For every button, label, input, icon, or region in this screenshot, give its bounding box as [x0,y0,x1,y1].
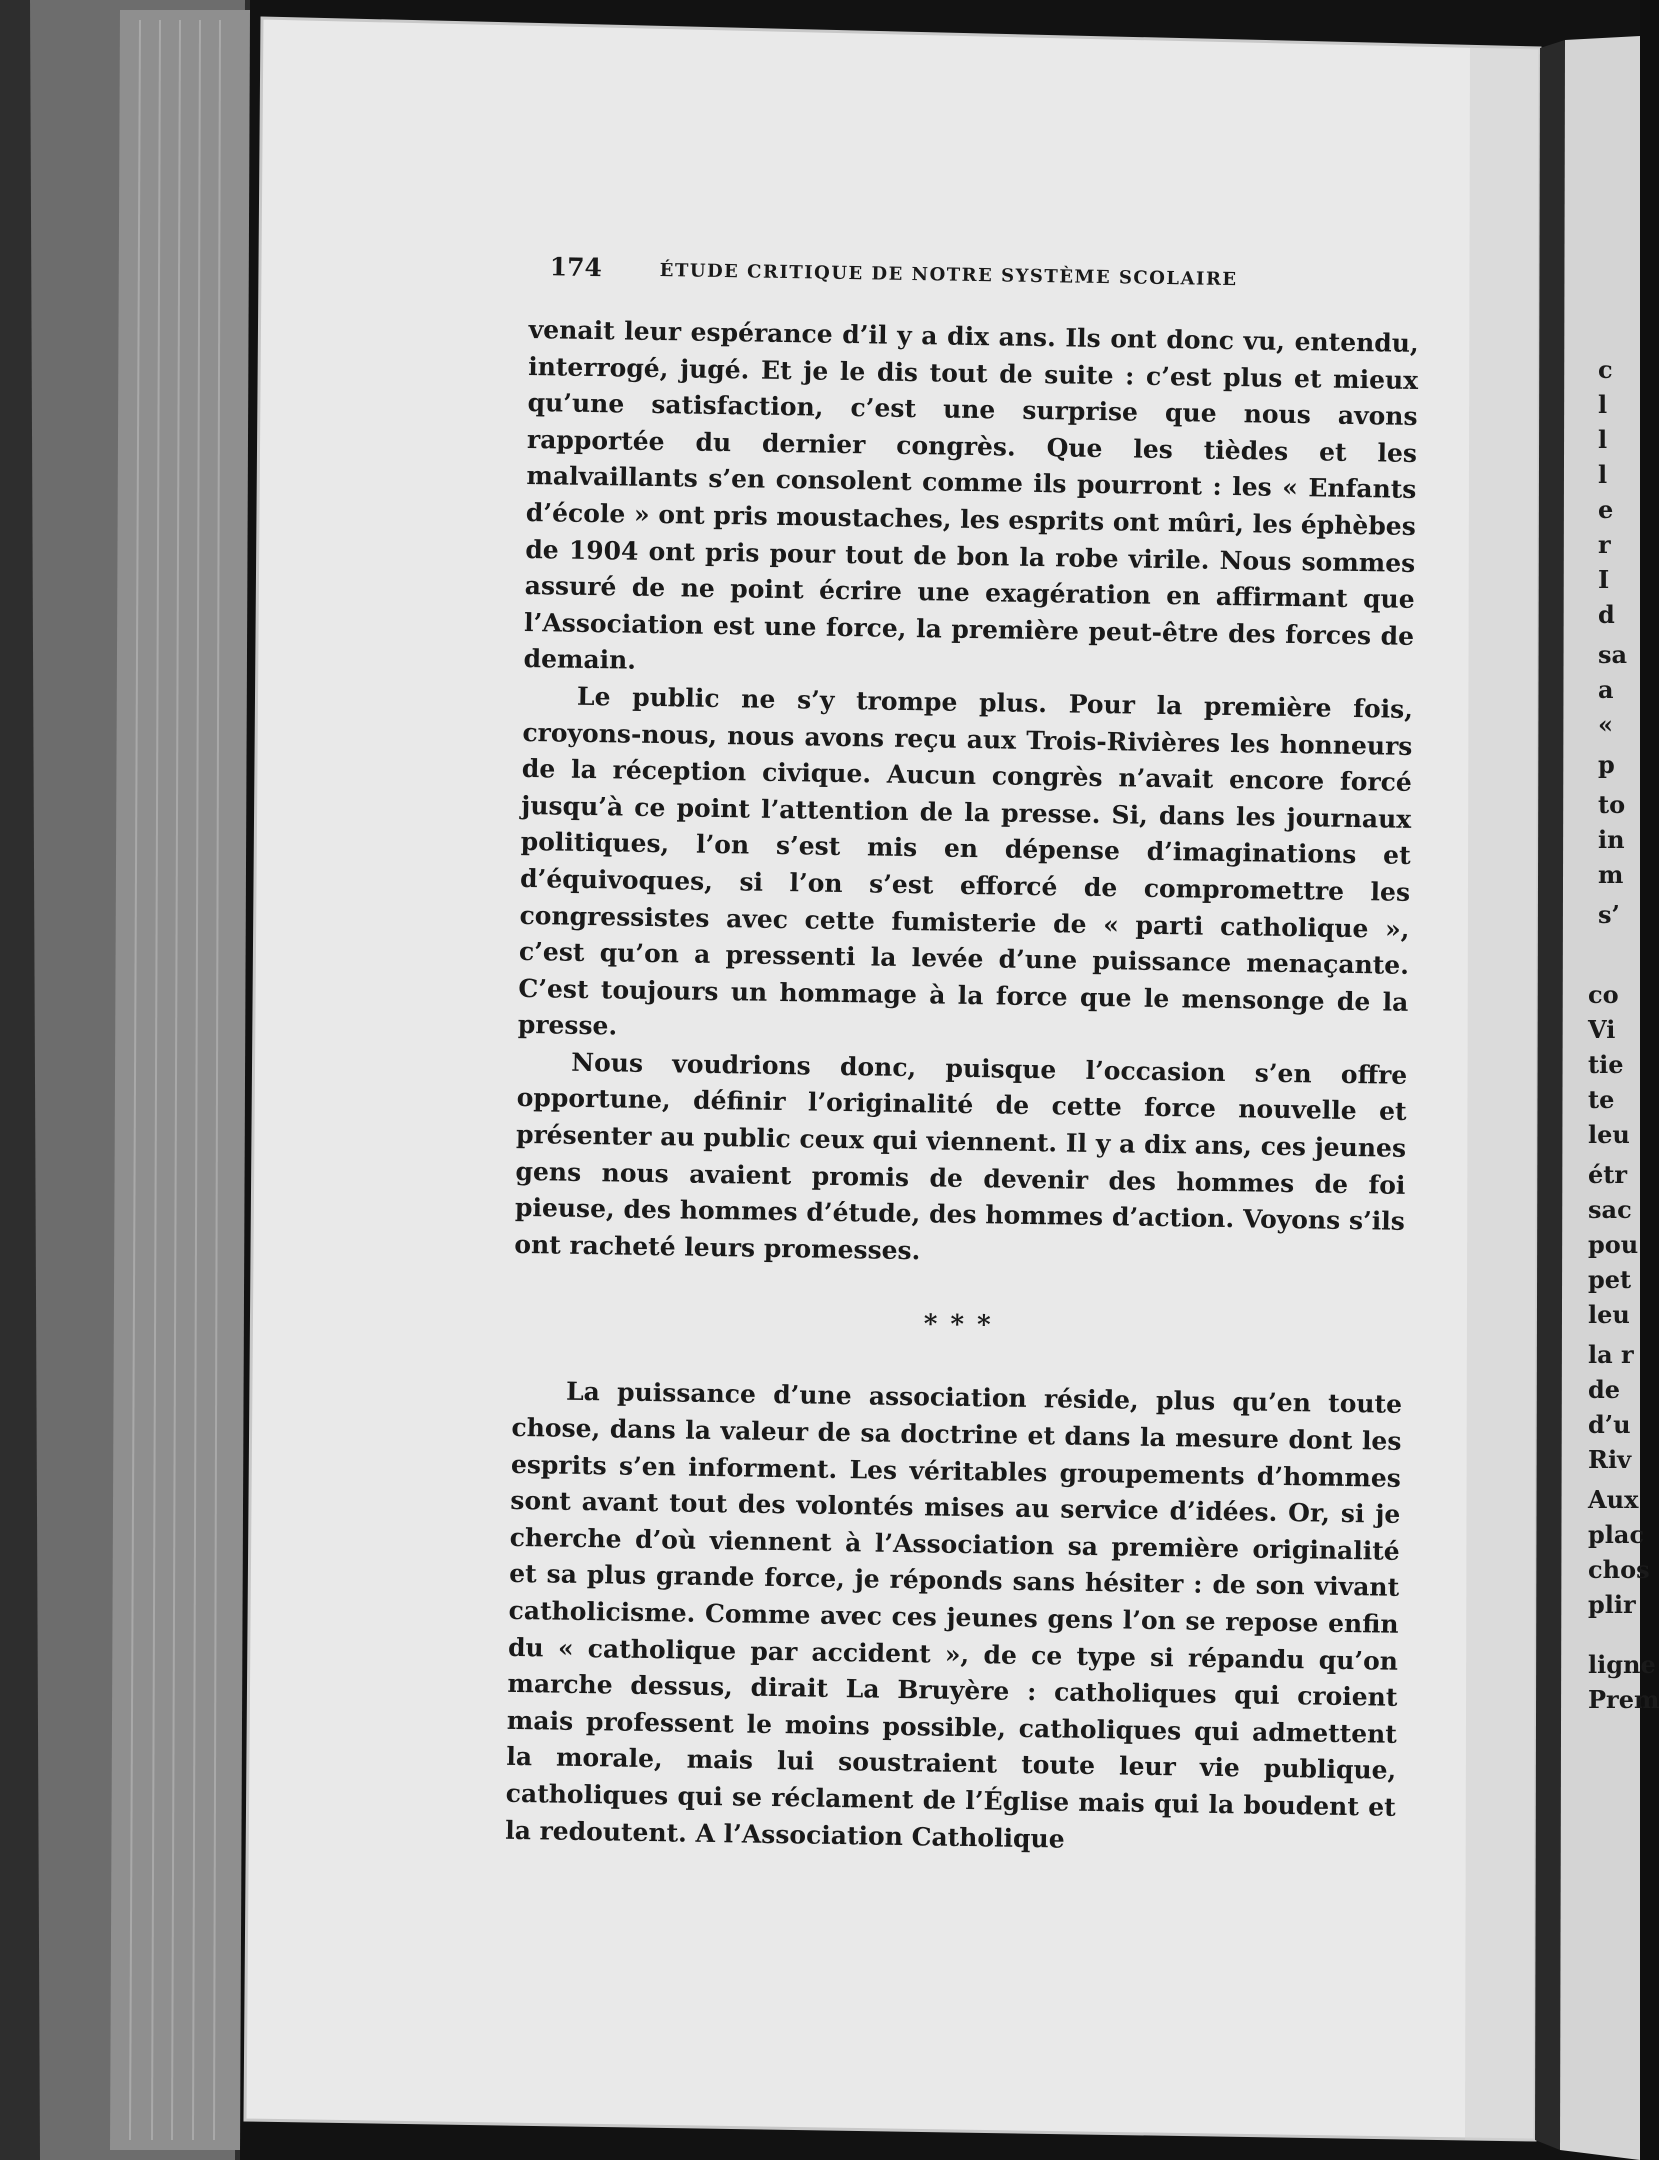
paragraph: venait leur espérance d’il y a dix ans. Ils ont donc vu, entendu, interrogé, jugé. Et je le dis tout de suite : c’est plus et mieux qu’une satisfaction, c’est une surprise que nous avons rapportée du dernier congrès. Que les tièdes et les malvaillants s’en consolent comme ils pourront : les « Enfants d’école » ont pris moustaches, les esprits ont mûri, les éphèbes de 1904 ont pris pour tout de bon la robe virile. Nous sommes assuré de ne point écrire une exagération en affirmant que l’Association est une force, la première peut-être des forces de demain. [523,314,1419,676]
facing-page-fragment: p [1598,750,1615,779]
page-text-block [505,252,1420,1863]
facing-page-edge [1588,0,1659,2160]
facing-page-fragment: Prem [1588,1685,1659,1714]
facing-page-fragment: plir [1588,1590,1636,1619]
facing-page-fragment: te [1588,1085,1615,1114]
facing-page-fragment: Aux [1588,1485,1639,1514]
facing-page-fragment: r [1598,530,1611,559]
facing-page-fragment: chos [1588,1555,1650,1584]
facing-page-fragment: e [1598,495,1614,524]
page-number: 174 [549,252,603,283]
facing-page-fragment: in [1598,825,1625,854]
facing-page-fragment: la r [1588,1340,1634,1369]
facing-page-fragment: co [1588,980,1619,1009]
facing-page-fragment: sa [1598,640,1628,669]
paragraph: Nous voudrions donc, puisque l’occasion s’en offre opportune, définir l’originalité de cette force nouvelle et présenter au public ceux qui viennent. Il y a dix ans, ces jeunes gens nous avaient promis de devenir des hommes de foi pieuse, des hommes d’étude, des hommes d’action. Voyons s’ils ont racheté leurs promesses. [514,1047,1408,1266]
facing-page-fragment: de [1588,1375,1621,1404]
facing-page-fragment: I [1598,565,1610,594]
paragraph: Le public ne s’y trompe plus. Pour la première fois, croyons-nous, nous avons reçu aux Trois-Rivières les honneurs de la réception civique. Aucun congrès n’avait encore forcé jusqu’à ce point l’attention de la presse. Si, dans les journaux politiques, l’on s’est mis en dépense d’imaginations et d’équivoques, si l’on s’est efforcé de compromettre les congressistes avec cette fumisterie de « parti catholique », c’est qu’on a pressenti la levée d’une puissance menaçante. C’est toujours un hommage à la force que le mensonge de la presse. [517,681,1414,1041]
facing-page-fragment: l [1598,390,1608,419]
facing-page-fragment: to [1598,790,1626,819]
facing-page-fragment: a [1598,675,1614,704]
facing-page-fragment: pet [1588,1265,1632,1294]
facing-page-fragment: tie [1588,1050,1624,1079]
facing-page-fragment: sac [1588,1195,1632,1224]
facing-page-fragment: « [1598,710,1613,739]
facing-page-fragment: l [1598,425,1608,454]
running-head: ÉTUDE CRITIQUE DE NOTRE SYSTÈME SCOLAIRE [659,260,1238,291]
facing-page-fragment: leu [1588,1120,1630,1149]
facing-page-fragment: d [1598,600,1615,629]
paragraph: La puissance d’une association réside, plus qu’en toute chose, dans la valeur de sa doctrine et dans la mesure dont les esprits s’en informent. Les véritables groupements d’hommes sont avant tout des volontés mises au service d’idées. Or, si je cherche d’où viennent à l’Association sa première originalité et sa plus grande force, je réponds sans hésiter : de son vivant catholicisme. Comme avec ces jeunes gens l’on se repose enfin du « catholique par accident », de ce type si répandu qu’on marche dessus, dirait La Bruyère : catholiques qui croient mais professent le moins possible, catholiques qui admettent la morale, mais lui soustraient toute leur vie publique, catholiques qui se réclament de l’Église mais qui la boudent et la redoutent. A l’Association Catholique [504,1377,1403,1854]
facing-page-fragment: d’u [1588,1410,1631,1439]
facing-page-fragment: étr [1588,1160,1627,1189]
facing-page-fragment: plac [1588,1520,1645,1549]
facing-page-fragment: ligne [1588,1650,1656,1679]
facing-page-fragment: pou [1588,1230,1639,1259]
facing-page-fragment: l [1598,460,1608,489]
facing-page-fragment: leu [1588,1300,1630,1329]
section-asterism: * * * [923,1309,993,1341]
facing-page-fragment: c [1598,355,1613,384]
facing-page-fragment: Vi [1588,1015,1616,1044]
facing-page-fragment: Riv [1588,1445,1632,1474]
facing-page-fragment: s’ [1598,900,1620,929]
facing-page-fragment: m [1598,860,1624,889]
